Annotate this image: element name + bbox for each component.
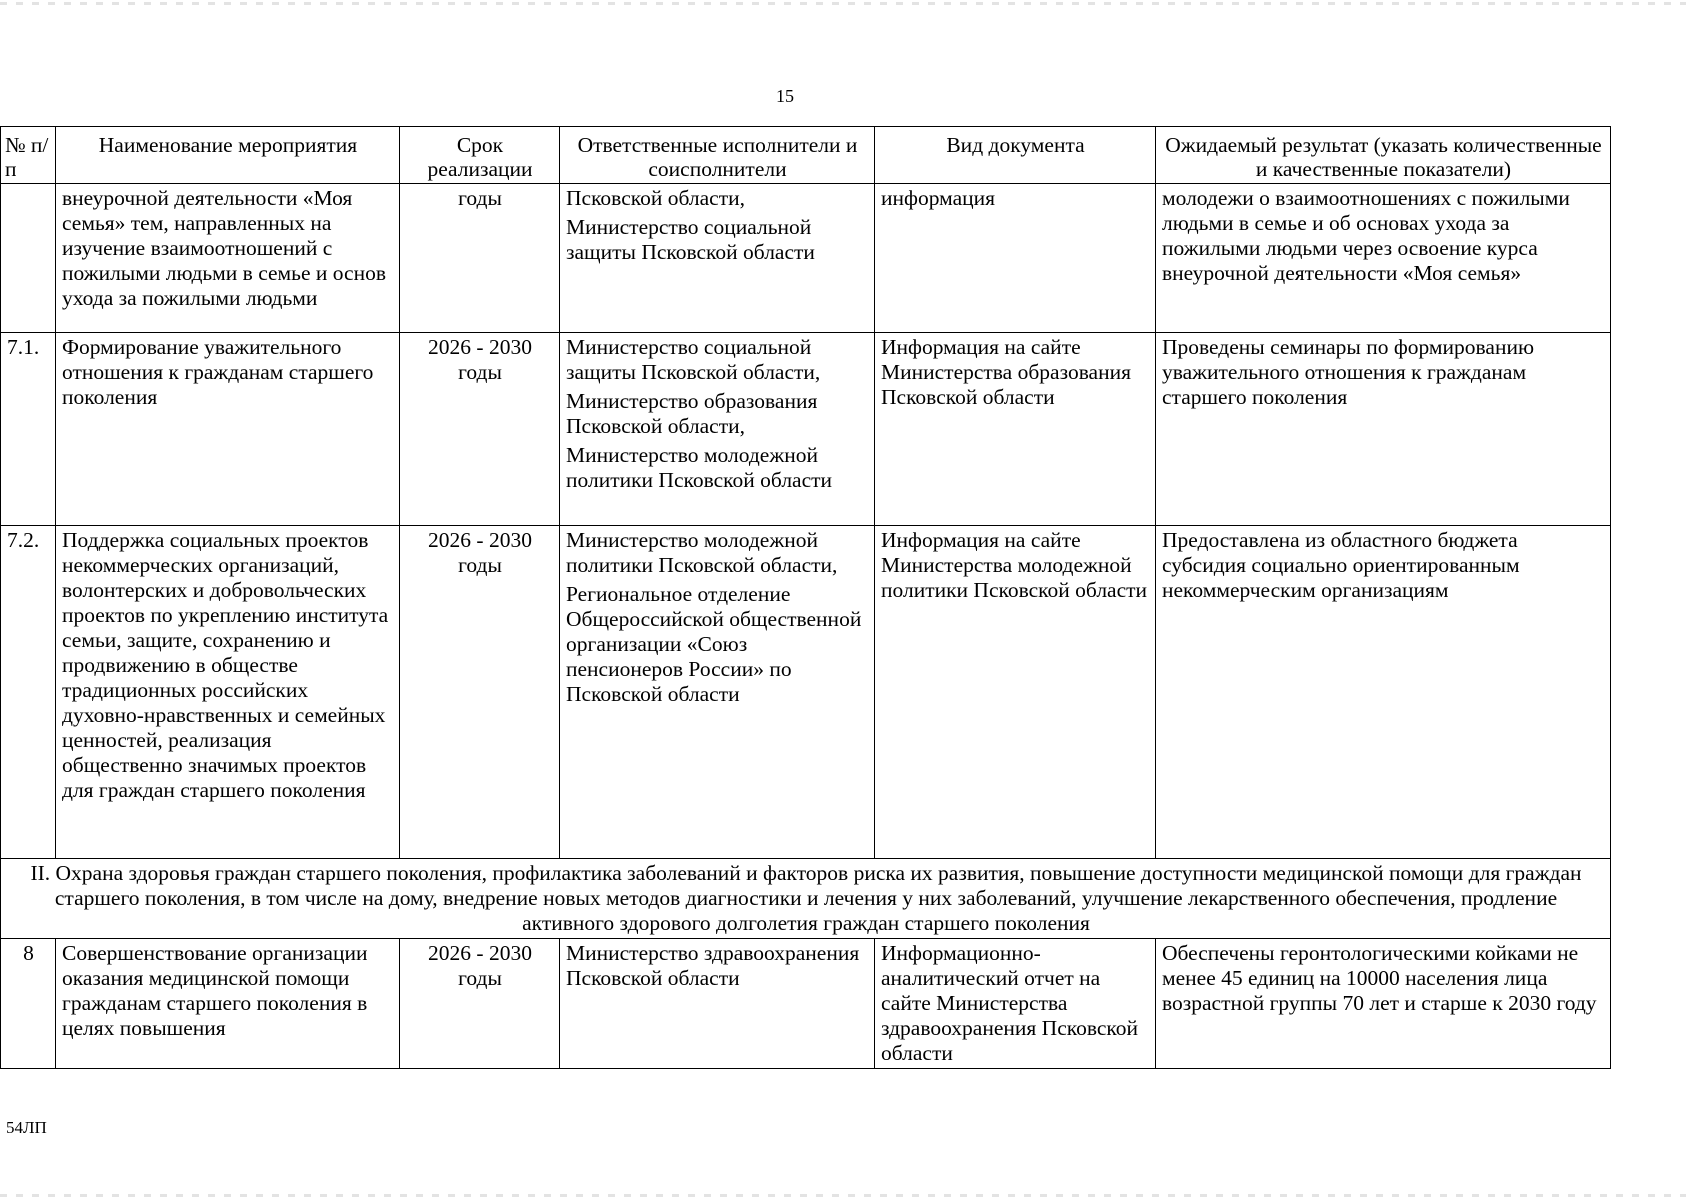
row-name: Поддержка социальных проектов некоммерческих организаций, волонтерских и добровольческих проектов по укреплению института семьи, защите, сохранению и продвижению в обществе традиционных российских духовно-нравственных и семейных ценностей, реализация общественно значимых проектов для граждан старшего поколения [56, 526, 400, 859]
table-header-row [1, 127, 1611, 184]
executor-item: Министерство образования Псковской области, [566, 389, 818, 438]
scan-edge-top [0, 2, 1686, 5]
executor-item: Министерство здравоохранения Псковской области [566, 941, 860, 990]
row-result: Обеспечены геронтологическими койками не менее 45 единиц на 10000 населения лица возрастной группы 70 лет и старше к 2030 году [1156, 939, 1611, 1069]
row-result: молодежи о взаимоотношениях с пожилыми людьми в семье и об основах ухода за пожилыми людьми через освоение курса внеурочной деятельности «Моя семья» [1156, 184, 1611, 333]
executor-item: Министерство молодежной политики Псковской области, [566, 528, 838, 577]
table-row [1, 939, 1611, 1069]
section-title: II. Охрана здоровья граждан старшего поколения, профилактика заболеваний и факторов риска их развития, повышение доступности медицинской помощи для граждан старшего поколения, в том числе на дому, внедрение новых методов диагностики и лечения у них заболеваний, улучшение лекарственного обеспечения, продление активного здорового долголетия граждан старшего поколения [1, 859, 1611, 939]
header-number: № п/п [1, 127, 56, 184]
header-document-type: Вид документа [875, 127, 1156, 184]
table-row [1, 526, 1611, 859]
header-executors: Ответственные исполнители и соисполнители [560, 127, 875, 184]
row-executors [560, 184, 875, 333]
section-row [1, 859, 1611, 939]
header-term: Срок реализации [400, 127, 560, 184]
row-term: 2026 - 2030 годы [400, 526, 560, 859]
executor-item: Министерство социальной защиты Псковской области [566, 215, 815, 264]
footer-code: 54ЛП [6, 1118, 47, 1137]
scan-edge-bottom [0, 1194, 1686, 1197]
row-executors [560, 526, 875, 859]
row-document: Информация на сайте Министерства образования Псковской области [875, 333, 1156, 526]
row-result: Предоставлена из областного бюджета субсидия социально ориентированным некоммерческим организациям [1156, 526, 1611, 859]
row-term: годы [400, 184, 560, 333]
row-number: 7.2. [1, 526, 56, 859]
executor-item: Псковской области, [566, 186, 745, 210]
executor-item: Министерство молодежной политики Псковской области [566, 443, 833, 492]
row-number: 8 [1, 939, 56, 1069]
header-name: Наименование мероприятия [56, 127, 400, 184]
table-row [1, 333, 1611, 526]
row-name: Формирование уважительного отношения к гражданам старшего поколения [56, 333, 400, 526]
row-term: 2026 - 2030 годы [400, 939, 560, 1069]
row-name: Совершенствование организации оказания медицинской помощи гражданам старшего поколения в целях повышения [56, 939, 400, 1069]
row-document: Информационно-аналитический отчет на сайте Министерства здравоохранения Псковской области [875, 939, 1156, 1069]
row-term: 2026 - 2030 годы [400, 333, 560, 526]
row-executors [560, 939, 875, 1069]
row-number: 7.1. [1, 333, 56, 526]
row-result: Проведены семинары по формированию уважительного отношения к гражданам старшего поколения [1156, 333, 1611, 526]
header-expected-result: Ожидаемый результат (указать количественные и качественные показатели) [1156, 127, 1611, 184]
row-name: внеурочной деятельности «Моя семья» тем, направленных на изучение взаимоотношений с пожилыми людьми в семье и основ ухода за пожилыми людьми [56, 184, 400, 333]
page-number: 15 [776, 86, 794, 106]
row-document: Информация на сайте Министерства молодежной политики Псковской области [875, 526, 1156, 859]
executor-item: Министерство социальной защиты Псковской области, [566, 335, 821, 384]
row-executors [560, 333, 875, 526]
action-plan-table [0, 126, 1611, 1069]
table-row [1, 184, 1611, 333]
executor-item: Региональное отделение Общероссийской общественной организации «Союз пенсионеров России» по Псковской области [566, 582, 862, 706]
row-number [1, 184, 56, 333]
row-document: информация [875, 184, 1156, 333]
